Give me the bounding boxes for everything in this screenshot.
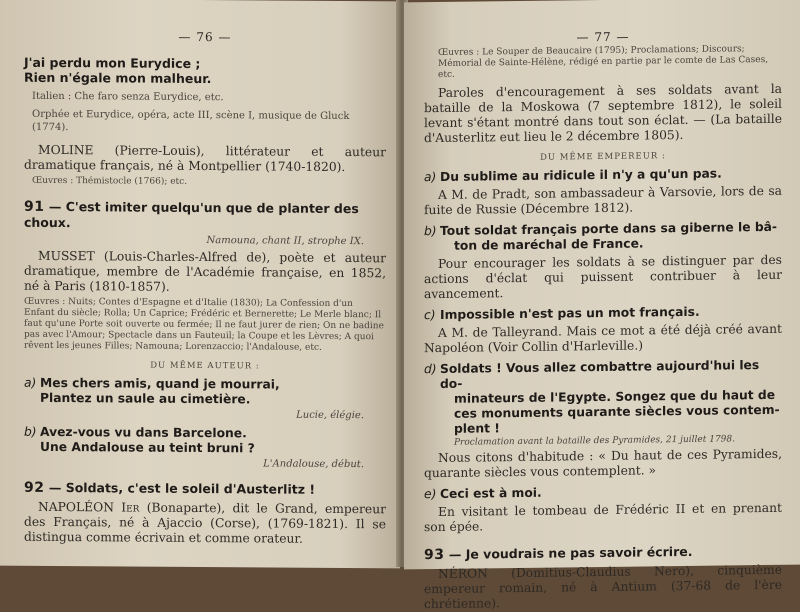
item-label: e)	[424, 487, 437, 502]
note-orphee: Orphée et Eurydice, opéra, acte III, scène I, musique de Gluck (1774).	[32, 108, 350, 134]
quote-item-a	[424, 166, 782, 185]
item-line: minateurs de l'Egypte. Songez que du haut de	[454, 387, 776, 406]
item-label: a)	[24, 375, 37, 390]
item-label: d)	[424, 362, 437, 377]
item-source: Proclamation avant la bataille des Pyramides, 21 juillet 1798.	[454, 434, 735, 448]
item-context: A M. de Talleyrand. Mais ce mot a été déjà créé avant Napoléon (Voir Collin d'Harleville.)	[424, 321, 782, 356]
verse-line: Rien n'égale mon malheur.	[24, 69, 212, 87]
quote-item-e	[424, 483, 782, 502]
quote-item-d	[424, 358, 782, 392]
item-line: Plantez un saule au cimetière.	[40, 390, 251, 407]
item-label: a)	[424, 170, 437, 185]
entry-93	[424, 543, 782, 563]
item-source: Lucie, élégie.	[296, 409, 364, 422]
item-context: A M. de Pradt, son ambassadeur à Varsovie, lors de sa fuite de Russie (Décembre 1812).	[424, 183, 782, 218]
item-line: Avez-vous vu dans Barcelone.	[40, 424, 247, 441]
works-note: Œuvres : Le Souper de Beaucaire (1795); Proclamations; Discours; Mémorial de Sainte-Hélène, rédigé en partie par le comte de Las Cases, etc.	[438, 44, 769, 81]
note-italien: Italien : Che faro senza Eurydice, etc.	[32, 90, 224, 104]
author-works: Œuvres : Thémistocle (1766); etc.	[32, 175, 188, 187]
entry-quote: — Je voudrais ne pas savoir écrire.	[444, 543, 693, 562]
author-neron	[424, 563, 782, 612]
author-bio: (Pierre-Louis), littérateur et auteur dramatique français, né à Montpellier (1740-1820).	[24, 143, 386, 175]
section-heading: DU MÊME EMPEREUR :	[540, 151, 666, 163]
item-context: Pour encourager les soldats à se distinguer par des actions d'éclat qui puissent contribuer à leur avancement.	[424, 252, 782, 302]
entry-number: 91	[24, 198, 45, 215]
right-page	[404, 0, 800, 612]
author-works: Œuvres : Nuits; Contes d'Espagne et d'Italie (1830); La Confession d'un Enfant du siècle; Rolla; Un Caprice; Frédéric et Bernerette; Le Merle blanc; Il faut qu'une Porte soit ouverte ou fermée; Il ne faut jurer de rien; On ne badine pas avec l'Amour; Spectacle dans un Fauteuil; la Coupe et les Lèvres; A quoi rêvent les jeunes Filles; Namouna; Lorenzaccio; l'Andalouse, etc.	[24, 296, 384, 353]
context-paragraph: Paroles d'encouragement à ses soldats avant la bataille de la Moskowa (7 septembre 1812), le soleil levant s'étant montré dans tout son éclat. — (La bataille d'Austerlitz eut lieu le 2 décembre 1805).	[424, 81, 782, 146]
item-context: En visitant le tombeau de Frédéric II et en prenant son épée.	[424, 500, 782, 535]
quote-item-c	[424, 304, 782, 323]
entry-number: 93	[424, 546, 445, 564]
item-line: plent !	[454, 421, 500, 436]
entry-92	[24, 480, 386, 499]
item-line: ton de maréchal de France.	[454, 236, 644, 253]
section-heading: DU MÊME AUTEUR :	[150, 360, 260, 372]
page-number: — 76 —	[178, 29, 232, 45]
item-line: Tout soldat français porte dans sa giberne le bâ-	[440, 219, 778, 238]
entry-source: Namouna, chant II, strophe IX.	[206, 235, 364, 248]
entry-number: 92	[24, 479, 45, 496]
author-name: NÉRON	[438, 566, 488, 582]
author-bio: (Bonaparte), dit le Grand, empereur des Français, né à Ajaccio (Corse), (1769-1821). Il se distingua comme écrivain et comme orateur.	[24, 500, 386, 546]
left-page	[0, 0, 400, 568]
author-name: MUSSET	[38, 248, 95, 264]
author-bio: (Domitius-Claudius Nero), cinquième empereur romain, né à Antium (37-68 de l'ère chrétienne).	[424, 562, 782, 612]
item-label: b)	[24, 424, 37, 439]
verse-line: J'ai perdu mon Eurydice ;	[24, 54, 201, 72]
item-source: L'Andalouse, début.	[263, 458, 364, 471]
author-musset	[24, 249, 386, 297]
item-line: Du sublime au ridicule il n'y a qu'un pas.	[440, 166, 722, 184]
item-context: Nous citons d'habitude : « Du haut de ces Pyramides, quarante siècles vous contemplent. »	[424, 446, 782, 481]
entry-quote: — Soldats, c'est le soleil d'Austerlitz !	[44, 479, 316, 497]
item-line: Impossible n'est pas un mot français.	[440, 304, 700, 322]
item-line: ces monuments quarante siècles vous contem-	[454, 402, 780, 421]
page-number: — 77 —	[576, 29, 630, 45]
item-label: c)	[424, 308, 436, 323]
author-name: NAPOLÉON Ier	[38, 499, 140, 515]
item-line: Ceci est à moi.	[440, 485, 542, 501]
item-line: Soldats ! Vous allez combattre aujourd'hui les do-	[440, 358, 760, 391]
author-name: MOLINE	[38, 142, 94, 158]
item-line: Mes chers amis, quand je mourrai,	[40, 375, 280, 392]
item-label: b)	[424, 224, 437, 239]
entry-91	[24, 199, 386, 233]
entry-quote: — C'est imiter quelqu'un que de planter des choux.	[24, 198, 359, 231]
item-line: Une Andalouse au teint bruni ?	[40, 439, 255, 456]
author-bio: (Louis-Charles-Alfred de), poète et auteur dramatique, membre de l'Académie française, en 1852, né à Paris (1810-1857).	[24, 249, 386, 294]
author-moline	[24, 143, 386, 176]
author-napoleon	[24, 500, 386, 548]
